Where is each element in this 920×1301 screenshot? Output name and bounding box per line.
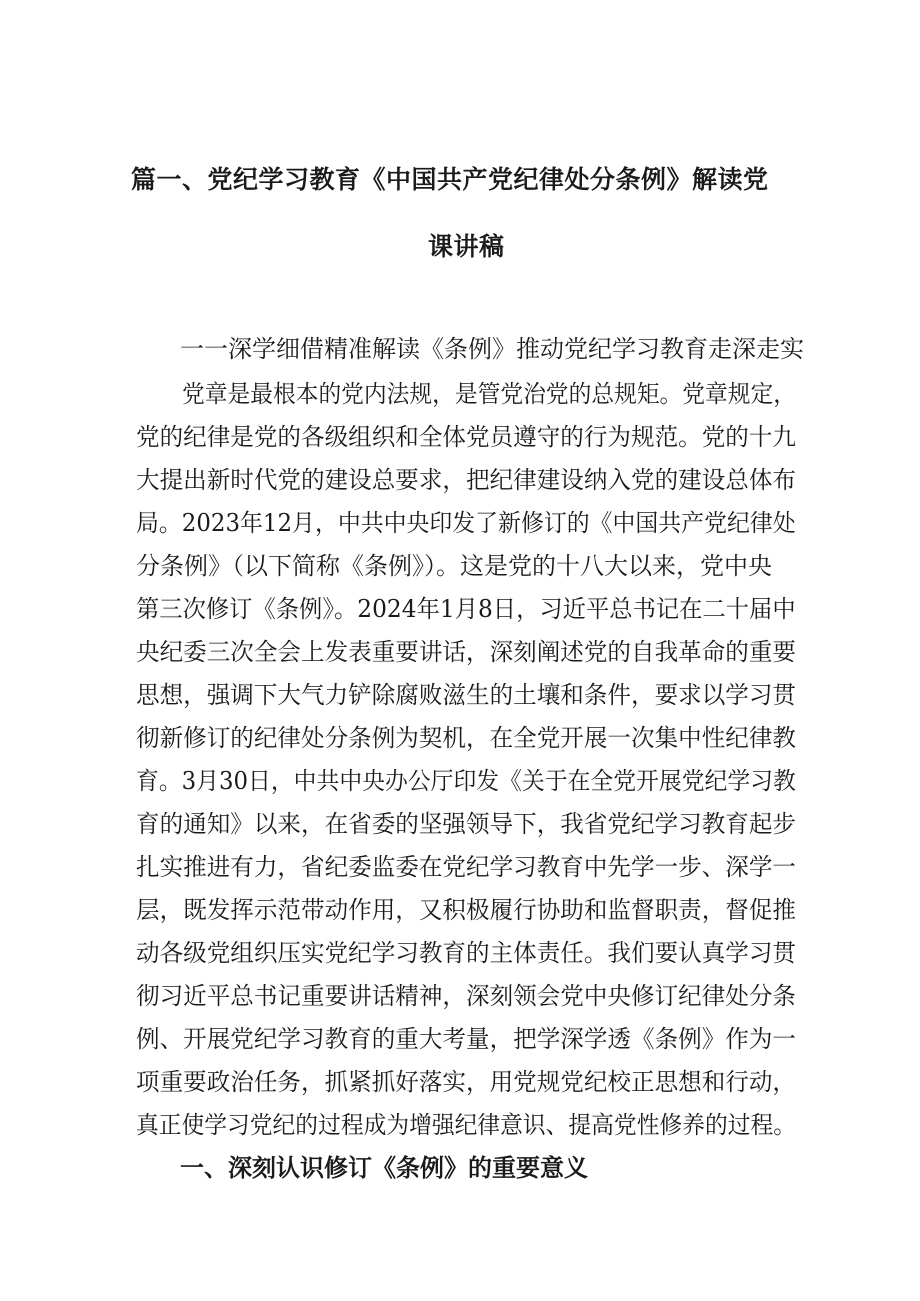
- paragraph-line: 大提出新时代党的建设总要求，把纪律建设纳入党的建设总体布: [136, 466, 796, 494]
- paragraph-line: 彻新修订的纪律处分条例为契机，在全党开展一次集中性纪律教: [136, 724, 796, 752]
- paragraph-line: 真正使学习党纪的过程成为增强纪律意识、提高党性修养的过程。: [136, 1111, 796, 1139]
- paragraph-line: 育。3月30日，中共中央办公厅印发《关于在全党开展党纪学习教: [136, 767, 796, 795]
- document-title-line-1: 篇一、党纪学习教育《中国共产党纪律处分条例》解读党: [131, 165, 769, 194]
- paragraph-line: 第三次修订《条例》。2024年1月8日，习近平总书记在二十届中: [136, 595, 796, 623]
- paragraph-line: 彻习近平总书记重要讲话精神，深刻领会党中央修订纪律处分条: [136, 982, 796, 1010]
- paragraph-line: 层，既发挥示范带动作用，又积极履行协助和监督职责，督促推: [136, 896, 796, 924]
- paragraph-line: 扎实推进有力，省纪委监委在党纪学习教育中先学一步、深学一: [136, 853, 796, 881]
- subtitle: 一一深学细借精准解读《条例》推动党纪学习教育走深走实: [180, 335, 804, 363]
- paragraph-line: 例、开展党纪学习教育的重大考量，把学深学透《条例》作为一: [136, 1025, 796, 1053]
- paragraph-line: 央纪委三次全会上发表重要讲话，深刻阐述党的自我革命的重要: [136, 638, 796, 666]
- document-title-line-2: 课讲稿: [428, 232, 505, 261]
- paragraph-line: 育的通知》以来，在省委的坚强领导下，我省党纪学习教育起步: [136, 810, 796, 838]
- paragraph-line: 项重要政治任务，抓紧抓好落实，用党规党纪校正思想和行动，: [136, 1068, 796, 1096]
- paragraph-line: 党的纪律是党的各级组织和全体党员遵守的行为规范。党的十九: [136, 423, 796, 451]
- section-heading: 一、深刻认识修订《条例》的重要意义: [180, 1154, 588, 1182]
- paragraph-line: 党章是最根本的党内法规，是管党治党的总规矩。党章规定，: [182, 380, 796, 408]
- paragraph-line: 分条例》（以下简称《条例》）。这是党的十八大以来，党中央: [136, 552, 772, 580]
- paragraph-line: 思想，强调下大气力铲除腐败滋生的土壤和条件，要求以学习贯: [136, 681, 796, 709]
- paragraph-line: 动各级党组织压实党纪学习教育的主体责任。我们要认真学习贯: [136, 939, 796, 967]
- paragraph-line: 局。2023年12月，中共中央印发了新修订的《中国共产党纪律处: [136, 509, 796, 537]
